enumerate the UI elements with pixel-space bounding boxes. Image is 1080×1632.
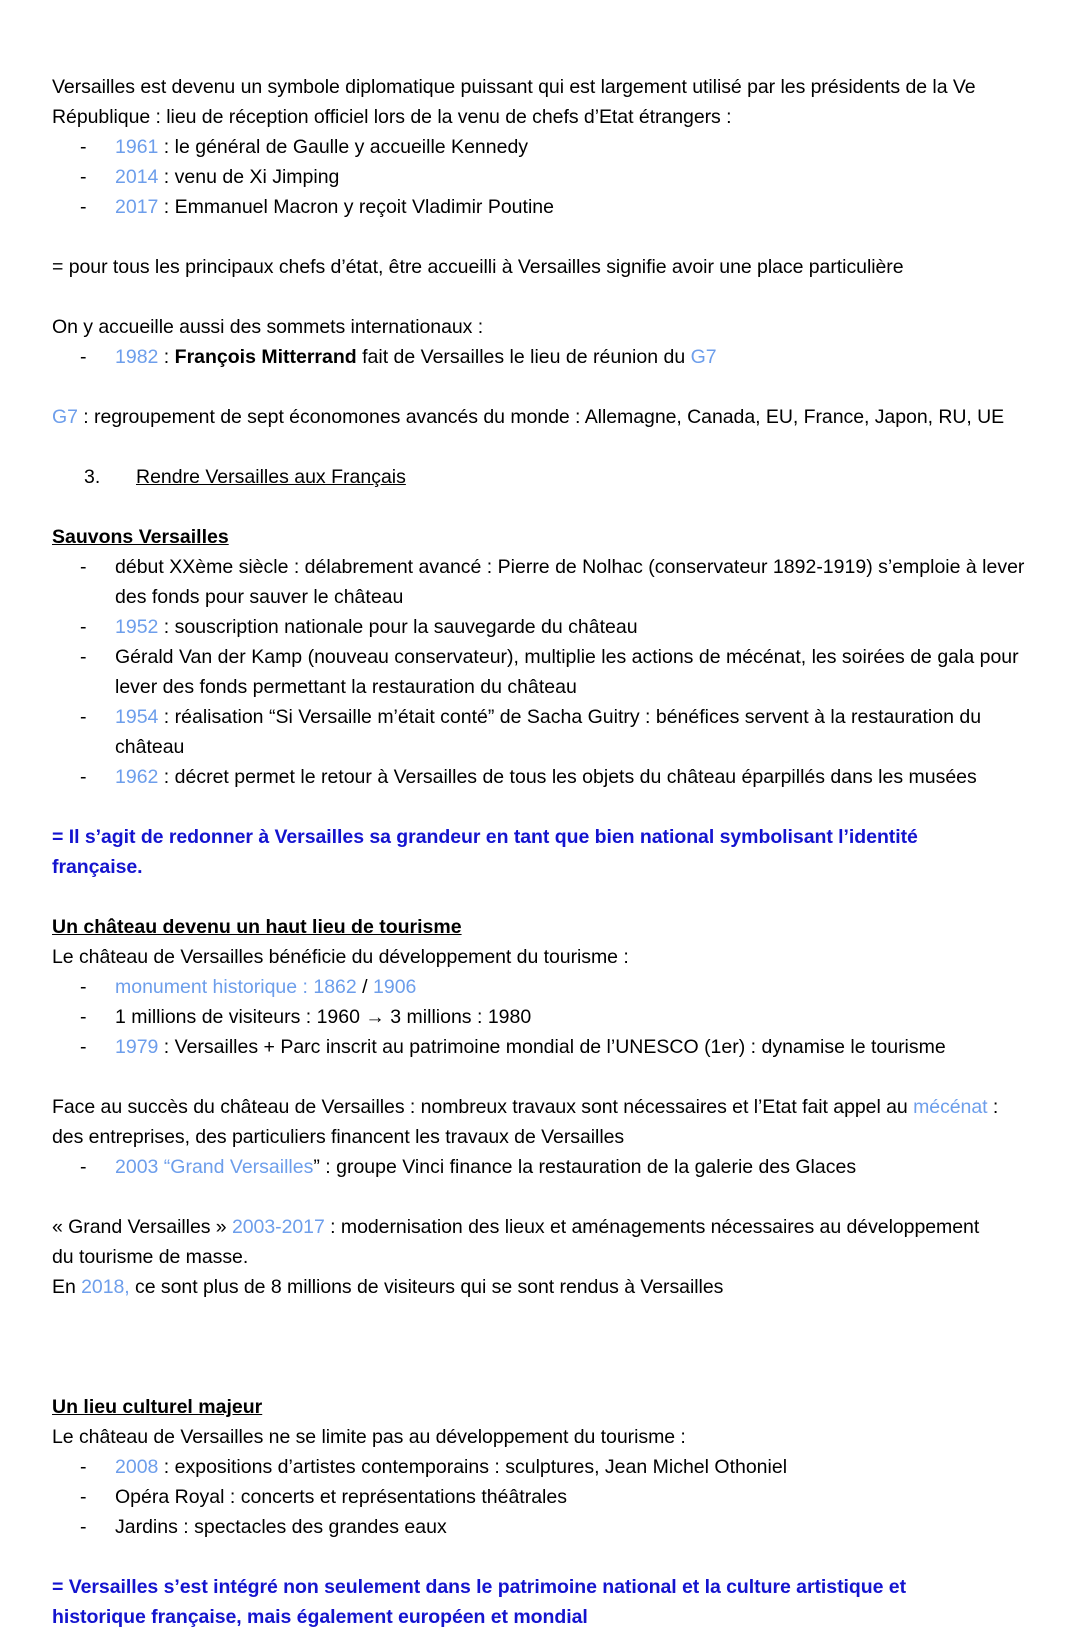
list-item-text: ” : groupe Vinci finance la restauration de la galerie des Glaces (313, 1156, 857, 1178)
subheading-tourisme: Un château devenu un haut lieu de tourisme (52, 916, 462, 938)
list-item (52, 162, 1028, 192)
bullet-dash-icon: - (80, 1156, 87, 1178)
g7-definition-text: : regroupement de sept économones avancés du monde : Allemagne, Canada, EU, France, Japon, RU, UE (77, 406, 1005, 428)
mecenat-text-part-2: : (987, 1096, 999, 1118)
bullet-dash-icon: - (80, 346, 87, 368)
list-item (52, 192, 1028, 222)
mecenat-text-part-1: Face au succès du château de Versailles : nombreux travaux sont nécessaires et l’Etat fait appel au (52, 1096, 914, 1118)
list-item (52, 1482, 1028, 1512)
list-item-text: Opéra Royal : concerts et représentations théâtrales (115, 1486, 567, 1508)
spacer (52, 372, 1028, 402)
spacer (52, 432, 1028, 462)
list-item (52, 552, 1028, 612)
list-item (52, 342, 1028, 372)
monument-historique-label: monument historique : 1862 (115, 976, 357, 998)
conclusion-paragraph-1: = pour tous les principaux chefs d’état, être accueilli à Versailles signifie avoir une place particulière (52, 256, 904, 278)
year-value: 2014 (115, 166, 159, 188)
list-item (52, 1512, 1028, 1542)
separator-text: / (356, 976, 373, 998)
list-item (52, 702, 1028, 762)
spacer (52, 1542, 1028, 1572)
person-name: François Mitterrand (174, 346, 357, 368)
list-item-text: : venu de Xi Jimping (158, 166, 340, 188)
list-item-text: : décret permet le retour à Versailles de tous les objets du château éparpillés dans les musées (158, 766, 977, 788)
list-item (52, 762, 1028, 792)
list-item-text: : souscription nationale pour la sauvegarde du château (158, 616, 638, 638)
conclusion-line-1: Versailles s’est intégré non seulement dans le patrimoine national et la culture artistique et (68, 1576, 907, 1598)
section-heading-list (52, 462, 1028, 492)
gv-line-2: du tourisme de masse. (52, 1246, 249, 1268)
list-item (52, 972, 1028, 1002)
spacer (52, 1062, 1028, 1092)
spacer (52, 1182, 1028, 1212)
bullet-dash-icon: - (80, 1486, 87, 1508)
section-3 (52, 462, 1028, 492)
conclusion-line-2: française. (52, 856, 143, 878)
list-item-text: : réalisation “Si Versaille m’était conté” de Sacha Guitry : bénéfices servent à la restauration du château (115, 706, 982, 758)
year-value: 2017 (115, 196, 159, 218)
list-item-text: : le général de Gaulle y accueille Kennedy (158, 136, 529, 158)
bullet-dash-icon: - (80, 976, 87, 998)
mecenat-line-2: des entreprises, des particuliers financent les travaux de Versailles (52, 1126, 625, 1148)
list-item-text: fait de Versailles le lieu de réunion du (356, 346, 691, 368)
list-item (52, 1002, 1028, 1032)
list-item-text: : expositions d’artistes contemporains : sculptures, Jean Michel Othoniel (158, 1456, 788, 1478)
list-item-text: 1 millions de visiteurs : 1960 → 3 millions : 1980 (115, 1006, 532, 1028)
sommets-bullet-list (52, 342, 1028, 372)
list-item-text: Gérald Van der Kamp (nouveau conservateur), multiplie les actions de mécénat, les soirées de gala pour lever des fonds permettant la restauration du château (115, 646, 1019, 698)
section-title: Rendre Versailles aux Français (136, 466, 406, 488)
g7-term: G7 (52, 406, 78, 428)
sauvons-bullet-list (52, 552, 1028, 792)
spacer (52, 792, 1028, 822)
tourisme-lead: Le château de Versailles bénéficie du développement du tourisme : (52, 946, 629, 968)
conclusion-paragraph-3 (52, 1572, 1028, 1632)
list-item-text: Jardins : spectacles des grandes eaux (115, 1516, 447, 1538)
culturel-lead: Le château de Versailles ne se limite pas au développement du tourisme : (52, 1426, 686, 1448)
bullet-dash-icon: - (80, 166, 87, 188)
list-item (52, 642, 1028, 702)
bullet-dash-icon: - (80, 1516, 87, 1538)
gv-text-part-2: : modernisation des lieux et aménagements nécessaires au développement (324, 1216, 980, 1238)
culturel-bullet-list (52, 1452, 1028, 1542)
list-item (52, 1032, 1028, 1062)
year-range-value: 2003-2017 (231, 1216, 325, 1238)
sommets-lead: On y accueille aussi des sommets internationaux : (52, 316, 484, 338)
bullet-dash-icon: - (80, 556, 87, 578)
bullet-dash-icon: - (80, 196, 87, 218)
year-value: 1906 (373, 976, 417, 998)
conclusion-line-1: Il s’agit de redonner à Versailles sa grandeur en tant que bien national symbolisant l’identité (68, 826, 918, 848)
grand-versailles-label: 2003 “Grand Versailles (115, 1156, 314, 1178)
spacer (52, 222, 1028, 252)
intro-bullet-list (52, 132, 1028, 222)
visiteurs-part-2: ce sont plus de 8 millions de visiteurs qui se sont rendus à Versailles (129, 1276, 724, 1298)
spacer (52, 282, 1028, 312)
subheading-lieu-culturel: Un lieu culturel majeur (52, 1396, 263, 1418)
visiteurs-part-1: En (52, 1276, 82, 1298)
year-value: 1952 (115, 616, 159, 638)
intro-line-1: Versailles est devenu un symbole diplomatique puissant qui est largement utilisé par les présidents de la Ve (52, 76, 976, 98)
list-item (52, 1152, 1028, 1182)
spacer (52, 882, 1028, 912)
g7-definition-paragraph (52, 402, 1028, 432)
visiteurs-2018-paragraph (52, 1272, 1028, 1302)
spacer (52, 492, 1028, 522)
vinci-bullet-list (52, 1152, 1028, 1182)
year-value: 1982 (115, 346, 159, 368)
separator-text: : (158, 346, 175, 368)
bullet-dash-icon: - (80, 1036, 87, 1058)
bullet-dash-icon: - (80, 136, 87, 158)
list-item-text: : Versailles + Parc inscrit au patrimoine mondial de l’UNESCO (1er) : dynamise le tourisme (158, 1036, 946, 1058)
conclusion-prefix: = (52, 826, 69, 848)
g7-term: G7 (690, 346, 717, 368)
list-item-text: début XXème siècle : délabrement avancé : Pierre de Nolhac (conservateur 1892-1919) s’emploie à lever des fonds pour sauver le château (115, 556, 1025, 608)
year-value: 1962 (115, 766, 159, 788)
year-value: 1979 (115, 1036, 159, 1058)
gv-text-part-1: « Grand Versailles » (52, 1216, 232, 1238)
mecenat-paragraph (52, 1092, 1028, 1152)
intro-line-2: République : lieu de réception officiel lors de la venu de chefs d’Etat étrangers : (52, 106, 732, 128)
bullet-dash-icon: - (80, 706, 87, 728)
tourisme-bullet-list (52, 972, 1028, 1062)
spacer-large (52, 1302, 1028, 1392)
grand-versailles-paragraph (52, 1212, 1028, 1272)
conclusion-paragraph-2 (52, 822, 1028, 882)
conclusion-prefix: = (52, 1576, 69, 1598)
list-item (52, 1452, 1028, 1482)
mecenat-term: mécénat (913, 1096, 988, 1118)
conclusion-line-2: historique française, mais également européen et mondial (52, 1606, 588, 1628)
year-value: 1961 (115, 136, 159, 158)
list-item-text: : Emmanuel Macron y reçoit Vladimir Poutine (158, 196, 554, 218)
year-value: 2008 (115, 1456, 159, 1478)
bullet-dash-icon: - (80, 646, 87, 668)
list-item (52, 132, 1028, 162)
bullet-dash-icon: - (80, 1006, 87, 1028)
list-item (52, 612, 1028, 642)
year-value: 1954 (115, 706, 159, 728)
section-number: 3. (84, 466, 101, 488)
bullet-dash-icon: - (80, 1456, 87, 1478)
bullet-dash-icon: - (80, 766, 87, 788)
subheading-sauvons-versailles: Sauvons Versailles (52, 526, 229, 548)
bullet-dash-icon: - (80, 616, 87, 638)
intro-paragraph (52, 72, 1028, 132)
year-value: 2018, (81, 1276, 130, 1298)
